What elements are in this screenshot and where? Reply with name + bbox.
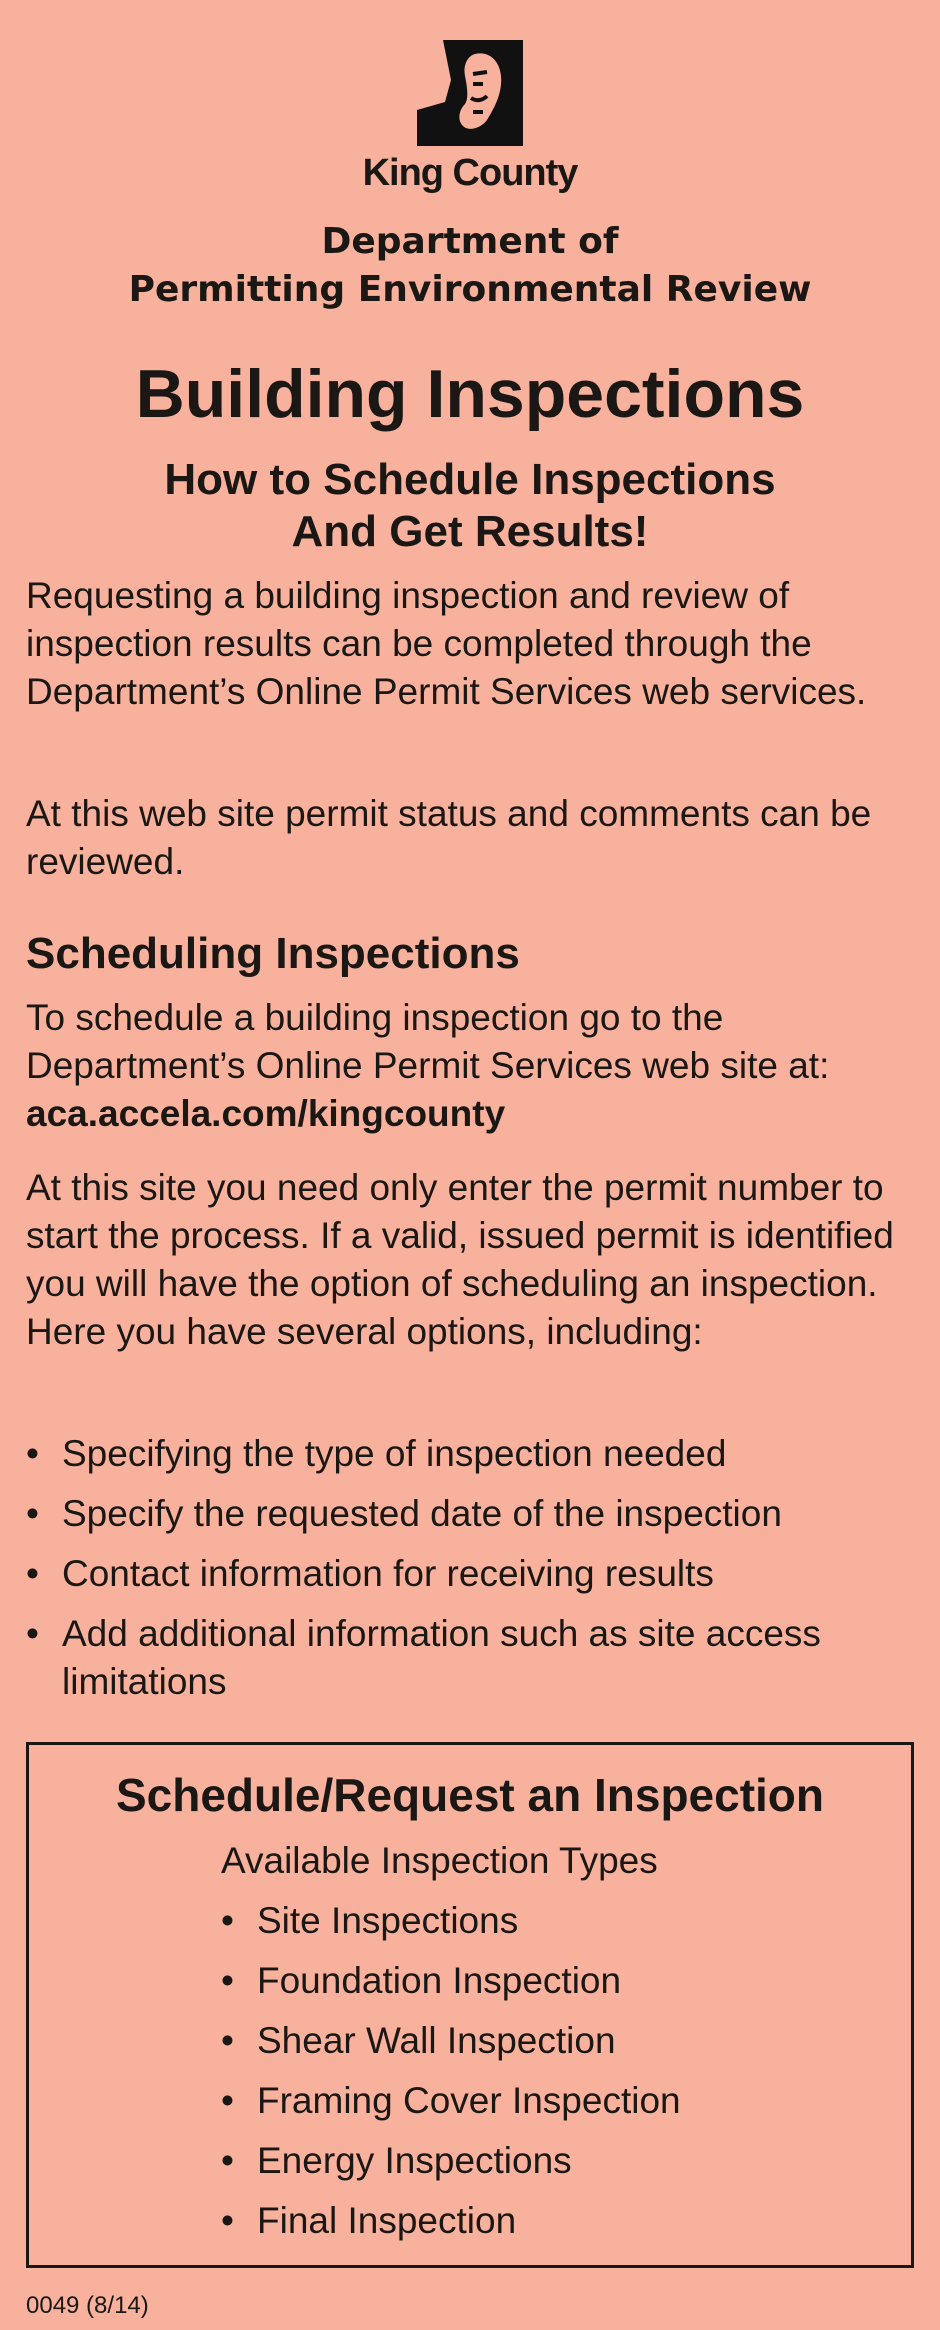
list-item: • Energy Inspections [221, 2137, 681, 2185]
bullet-icon: • [26, 1553, 39, 1594]
list-item: • Specifying the type of inspection needed [26, 1430, 916, 1478]
list-item: • Add additional information such as site access limitations [26, 1610, 916, 1706]
request-box-subtitle: Available Inspection Types [221, 1840, 658, 1881]
scheduling-paragraph-1 [26, 994, 916, 1138]
form-code: 0049 (8/14) [26, 2292, 149, 2319]
bullet-icon: • [26, 1433, 39, 1474]
request-box-title: Schedule/Request an Inspection [115, 1769, 825, 1821]
request-inspection-box [26, 1742, 914, 2268]
list-item: • Foundation Inspection [221, 1957, 681, 2005]
list-item: • Final Inspection [221, 2197, 681, 2245]
department-name [0, 218, 940, 314]
scheduling-options-list [26, 1430, 916, 1718]
intro-paragraph-1: Requesting a building inspection and review of inspection results can be completed through the Department’s Online Permit Services web services. [26, 575, 867, 712]
page-subtitle [0, 454, 940, 558]
king-county-logo-icon [417, 40, 523, 146]
bullet-icon: • [221, 2200, 234, 2241]
bullet-icon: • [221, 1960, 234, 2001]
permit-services-url[interactable]: aca.accela.com/kingcounty [26, 1093, 506, 1134]
scheduling-paragraph-2: At this site you need only enter the permit number to start the process. If a valid, issued permit is identified you will have the option of scheduling an inspection. Here you have several options, including: [26, 1167, 894, 1352]
king-county-logo [0, 40, 940, 151]
logo-wordmark: King County [362, 152, 578, 194]
bullet-icon: • [221, 2140, 234, 2181]
department-line-1: Department of [321, 221, 619, 262]
bullet-icon: • [221, 1900, 234, 1941]
bullet-icon: • [221, 2020, 234, 2061]
subtitle-line-2: And Get Results! [291, 507, 649, 556]
list-item: • Contact information for receiving results [26, 1550, 916, 1598]
scheduling-heading: Scheduling Inspections [26, 929, 520, 978]
subtitle-line-1: How to Schedule Inspections [164, 455, 776, 504]
bullet-icon: • [26, 1613, 39, 1654]
bullet-icon: • [221, 2080, 234, 2121]
department-line-2: Permitting Environmental Review [128, 269, 812, 310]
list-item: • Specify the requested date of the inspection [26, 1490, 916, 1538]
intro-paragraph-2: At this web site permit status and comments can be reviewed. [26, 793, 872, 882]
inspection-types-list [221, 1897, 681, 2257]
scheduling-paragraph-1-text: To schedule a building inspection go to the Department’s Online Permit Services web site at: [26, 997, 830, 1086]
list-item: • Shear Wall Inspection [221, 2017, 681, 2065]
list-item: • Site Inspections [221, 1897, 681, 1945]
bullet-icon: • [26, 1493, 39, 1534]
page-title: Building Inspections [135, 356, 805, 432]
list-item: • Framing Cover Inspection [221, 2077, 681, 2125]
